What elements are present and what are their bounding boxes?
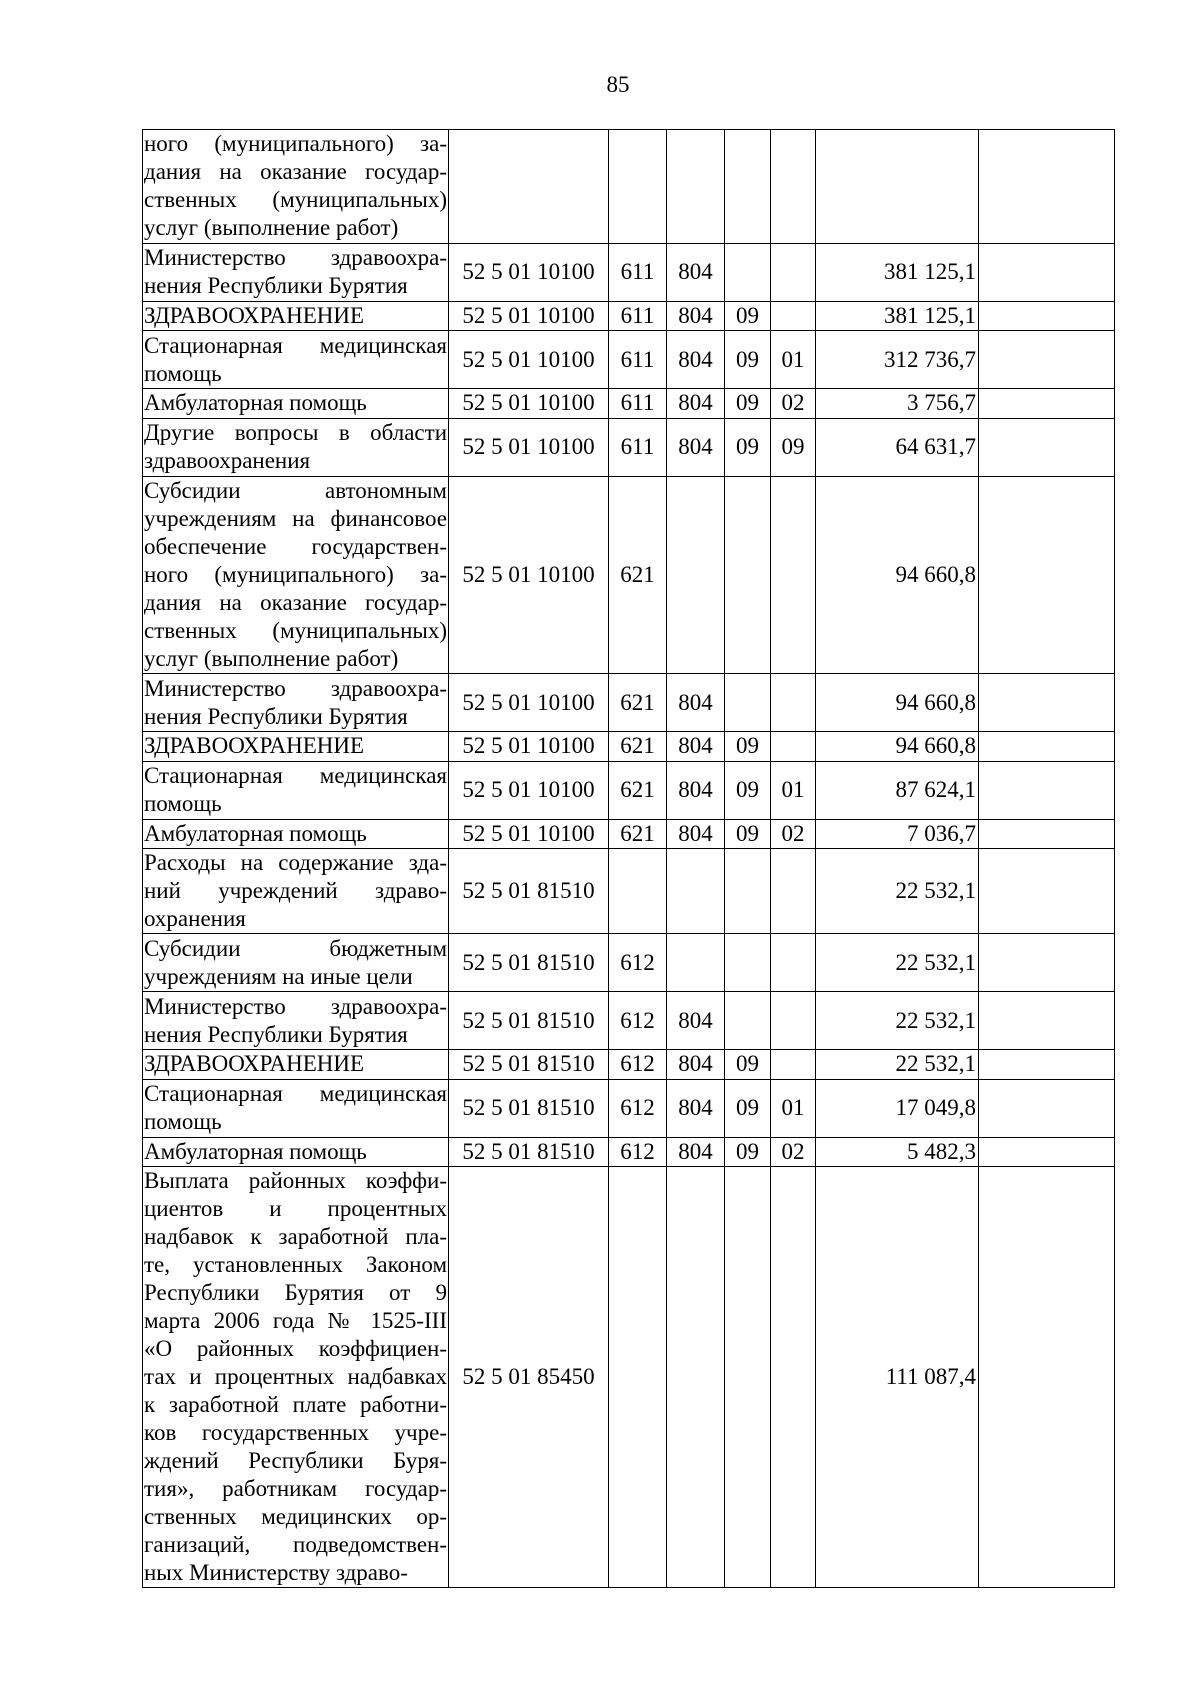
target-article-code: 52 5 01 85450 — [449, 1167, 609, 1588]
amount: 3 756,7 — [816, 389, 979, 419]
amount: 87 624,1 — [816, 761, 979, 819]
subsection-code: 02 — [771, 819, 816, 849]
section-code: 09 — [725, 1050, 771, 1080]
subsection-code — [771, 476, 816, 674]
row-description — [143, 674, 449, 732]
target-article-code: 52 5 01 81510 — [449, 1079, 609, 1137]
description-line: услуг (выполнение работ) — [144, 645, 399, 671]
expense-type — [609, 1167, 667, 1588]
description-line: Субсидии автономным — [144, 477, 447, 503]
table-row — [143, 674, 1115, 732]
description-line: Министерство здравоохра- — [144, 993, 447, 1019]
amount: 94 660,8 — [816, 674, 979, 732]
amount: 22 532,1 — [816, 992, 979, 1050]
table-row — [143, 992, 1115, 1050]
row-description — [143, 331, 449, 389]
subsection-code: 01 — [771, 331, 816, 389]
subsection-code — [771, 1167, 816, 1588]
section-code: 09 — [725, 761, 771, 819]
expense-type: 612 — [609, 992, 667, 1050]
ministry-code: 804 — [667, 389, 725, 419]
table-row — [143, 849, 1115, 934]
description-line: помощь — [144, 1109, 222, 1134]
amount: 22 532,1 — [816, 849, 979, 934]
empty-cell — [979, 130, 1115, 244]
section-code — [725, 243, 771, 301]
description-line: Министерство здравоохра- — [144, 675, 447, 701]
row-description — [143, 476, 449, 674]
expense-type: 621 — [609, 819, 667, 849]
section-code: 09 — [725, 301, 771, 331]
empty-cell — [979, 674, 1115, 732]
description-line: Амбулаторная помощь — [144, 390, 367, 416]
section-code — [725, 992, 771, 1050]
ministry-code: 804 — [667, 1137, 725, 1167]
subsection-code — [771, 732, 816, 762]
empty-cell — [979, 1137, 1115, 1167]
description-line: ганизаций, подведомствен- — [144, 1532, 447, 1557]
expense-type: 621 — [609, 761, 667, 819]
target-article-code: 52 5 01 10100 — [449, 732, 609, 762]
empty-cell — [979, 934, 1115, 992]
empty-cell — [979, 331, 1115, 389]
amount: 94 660,8 — [816, 732, 979, 762]
table-row — [143, 301, 1115, 331]
description-line: нения Республики Бурятия — [144, 1021, 408, 1047]
empty-cell — [979, 732, 1115, 762]
description-line: Субсидии бюджетным — [144, 935, 447, 961]
target-article-code: 52 5 01 10100 — [449, 301, 609, 331]
ministry-code: 804 — [667, 301, 725, 331]
table-row — [143, 418, 1115, 476]
subsection-code — [771, 674, 816, 732]
row-description — [143, 1050, 449, 1080]
description-line: Республики Бурятия от 9 — [144, 1280, 447, 1305]
ministry-code: 804 — [667, 992, 725, 1050]
table-row — [143, 476, 1115, 674]
target-article-code: 52 5 01 10100 — [449, 418, 609, 476]
expense-type: 611 — [609, 389, 667, 419]
description-line: Стационарная медицинская — [144, 763, 447, 788]
amount: 17 049,8 — [816, 1079, 979, 1137]
empty-cell — [979, 418, 1115, 476]
description-line: Стационарная медицинская — [144, 332, 447, 358]
description-line: Расходы на содержание зда- — [144, 850, 447, 875]
table-row — [143, 819, 1115, 849]
subsection-code: 02 — [771, 1137, 816, 1167]
table-row — [143, 1079, 1115, 1137]
row-description — [143, 934, 449, 992]
target-article-code: 52 5 01 81510 — [449, 934, 609, 992]
section-code: 09 — [725, 1137, 771, 1167]
amount: 312 736,7 — [816, 331, 979, 389]
expense-type: 611 — [609, 301, 667, 331]
target-article-code: 52 5 01 81510 — [449, 992, 609, 1050]
target-article-code: 52 5 01 10100 — [449, 331, 609, 389]
description-line: ных Министерству здраво- — [144, 1560, 408, 1585]
amount: 22 532,1 — [816, 1050, 979, 1080]
description-line: к заработной плате работни- — [144, 1392, 447, 1417]
ministry-code: 804 — [667, 418, 725, 476]
subsection-code: 09 — [771, 418, 816, 476]
amount: 7 036,7 — [816, 819, 979, 849]
ministry-code: 804 — [667, 1079, 725, 1137]
description-line: охранения — [144, 906, 246, 931]
amount: 381 125,1 — [816, 243, 979, 301]
subsection-code — [771, 130, 816, 244]
expense-type: 621 — [609, 476, 667, 674]
table-row — [143, 1167, 1115, 1588]
expense-type — [609, 130, 667, 244]
section-code: 09 — [725, 819, 771, 849]
description-line: Стационарная медицинская — [144, 1081, 447, 1106]
subsection-code — [771, 1050, 816, 1080]
row-description — [143, 732, 449, 762]
subsection-code — [771, 243, 816, 301]
row-description — [143, 130, 449, 244]
ministry-code — [667, 476, 725, 674]
ministry-code: 804 — [667, 674, 725, 732]
ministry-code — [667, 1167, 725, 1588]
section-code — [725, 130, 771, 244]
description-line: надбавок к заработной пла- — [144, 1224, 447, 1249]
table-row — [143, 130, 1115, 244]
description-line: Министерство здравоохра- — [144, 245, 447, 270]
amount: 111 087,4 — [816, 1167, 979, 1588]
expense-type: 612 — [609, 1050, 667, 1080]
row-description — [143, 819, 449, 849]
description-line: «О районных коэффициен- — [144, 1336, 447, 1361]
description-line: ЗДРАВООХРАНЕНИЕ — [144, 302, 365, 328]
row-description — [143, 761, 449, 819]
description-line: тия», работникам государ- — [144, 1476, 447, 1501]
section-code: 09 — [725, 389, 771, 419]
row-description — [143, 418, 449, 476]
description-line: ждений Республики Буря- — [144, 1448, 447, 1473]
amount — [816, 130, 979, 244]
description-line: помощь — [144, 791, 222, 816]
expense-type: 612 — [609, 1079, 667, 1137]
table-row — [143, 761, 1115, 819]
empty-cell — [979, 243, 1115, 301]
target-article-code: 52 5 01 81510 — [449, 1137, 609, 1167]
amount: 64 631,7 — [816, 418, 979, 476]
empty-cell — [979, 819, 1115, 849]
table-row — [143, 934, 1115, 992]
empty-cell — [979, 761, 1115, 819]
description-line: дания на оказание государ- — [144, 159, 447, 185]
subsection-code — [771, 849, 816, 934]
ministry-code: 804 — [667, 732, 725, 762]
description-line: Выплата районных коэффи- — [144, 1168, 447, 1193]
ministry-code — [667, 934, 725, 992]
expense-type: 612 — [609, 1137, 667, 1167]
ministry-code: 804 — [667, 1050, 725, 1080]
expense-type: 611 — [609, 243, 667, 301]
empty-cell — [979, 301, 1115, 331]
description-line: циентов и процентных — [144, 1196, 447, 1221]
target-article-code: 52 5 01 10100 — [449, 243, 609, 301]
description-line: тах и процентных надбавках — [144, 1364, 447, 1389]
description-line: ного (муниципального) за- — [144, 561, 447, 587]
budget-table — [142, 129, 1115, 1588]
description-line: ственных медицинских ор- — [144, 1504, 447, 1529]
section-code — [725, 1167, 771, 1588]
empty-cell — [979, 1079, 1115, 1137]
description-line: ственных (муниципальных) — [144, 187, 447, 213]
ministry-code — [667, 849, 725, 934]
ministry-code: 804 — [667, 819, 725, 849]
page-number: 85 — [606, 72, 630, 97]
row-description — [143, 992, 449, 1050]
target-article-code: 52 5 01 10100 — [449, 389, 609, 419]
table-row — [143, 1137, 1115, 1167]
expense-type: 612 — [609, 934, 667, 992]
empty-cell — [979, 1167, 1115, 1588]
target-article-code: 52 5 01 81510 — [449, 849, 609, 934]
empty-cell — [979, 389, 1115, 419]
row-description — [143, 1079, 449, 1137]
description-line: ний учреждений здраво- — [144, 878, 447, 903]
description-line: Амбулаторная помощь — [144, 820, 367, 846]
description-line: ного (муниципального) за- — [144, 131, 447, 157]
target-article-code: 52 5 01 10100 — [449, 761, 609, 819]
section-code: 09 — [725, 1079, 771, 1137]
empty-cell — [979, 849, 1115, 934]
row-description — [143, 849, 449, 934]
empty-cell — [979, 1050, 1115, 1080]
row-description — [143, 301, 449, 331]
description-line: помощь — [144, 360, 222, 386]
section-code — [725, 934, 771, 992]
subsection-code — [771, 934, 816, 992]
description-line: Другие вопросы в области — [144, 420, 447, 445]
description-line: услуг (выполнение работ) — [144, 215, 399, 241]
description-line: Амбулаторная помощь — [144, 1138, 367, 1164]
description-line: ственных (муниципальных) — [144, 617, 447, 643]
amount: 5 482,3 — [816, 1137, 979, 1167]
expense-type: 611 — [609, 331, 667, 389]
expense-type: 621 — [609, 732, 667, 762]
amount: 94 660,8 — [816, 476, 979, 674]
section-code: 09 — [725, 331, 771, 389]
expense-type: 611 — [609, 418, 667, 476]
description-line: марта 2006 года № 1525-III — [144, 1308, 447, 1333]
row-description — [143, 243, 449, 301]
ministry-code — [667, 130, 725, 244]
description-line: ЗДРАВООХРАНЕНИЕ — [144, 1051, 365, 1077]
section-code — [725, 849, 771, 934]
table-row — [143, 732, 1115, 762]
subsection-code: 02 — [771, 389, 816, 419]
table-row — [143, 1050, 1115, 1080]
table-row — [143, 243, 1115, 301]
section-code: 09 — [725, 418, 771, 476]
target-article-code: 52 5 01 10100 — [449, 674, 609, 732]
description-line: нения Республики Бурятия — [144, 703, 408, 729]
description-line: учреждениям на иные цели — [144, 963, 413, 989]
expense-type: 621 — [609, 674, 667, 732]
target-article-code: 52 5 01 10100 — [449, 476, 609, 674]
subsection-code — [771, 301, 816, 331]
description-line: те, установленных Законом — [144, 1252, 447, 1277]
target-article-code — [449, 130, 609, 244]
section-code — [725, 476, 771, 674]
expense-type — [609, 849, 667, 934]
target-article-code: 52 5 01 10100 — [449, 819, 609, 849]
table-row — [143, 389, 1115, 419]
description-line: обеспечение государствен- — [144, 533, 447, 559]
description-line: ков государственных учре- — [144, 1420, 447, 1445]
subsection-code: 01 — [771, 761, 816, 819]
description-line: нения Республики Бурятия — [144, 273, 408, 298]
ministry-code: 804 — [667, 331, 725, 389]
section-code: 09 — [725, 732, 771, 762]
section-code — [725, 674, 771, 732]
row-description — [143, 389, 449, 419]
description-line: ЗДРАВООХРАНЕНИЕ — [144, 733, 365, 759]
amount: 381 125,1 — [816, 301, 979, 331]
empty-cell — [979, 992, 1115, 1050]
description-line: здравоохранения — [144, 448, 311, 473]
description-line: дания на оказание государ- — [144, 589, 447, 615]
row-description — [143, 1167, 449, 1588]
row-description — [143, 1137, 449, 1167]
ministry-code: 804 — [667, 761, 725, 819]
ministry-code: 804 — [667, 243, 725, 301]
amount: 22 532,1 — [816, 934, 979, 992]
empty-cell — [979, 476, 1115, 674]
table-row — [143, 331, 1115, 389]
subsection-code — [771, 992, 816, 1050]
subsection-code: 01 — [771, 1079, 816, 1137]
target-article-code: 52 5 01 81510 — [449, 1050, 609, 1080]
description-line: учреждениям на финансовое — [144, 505, 447, 531]
